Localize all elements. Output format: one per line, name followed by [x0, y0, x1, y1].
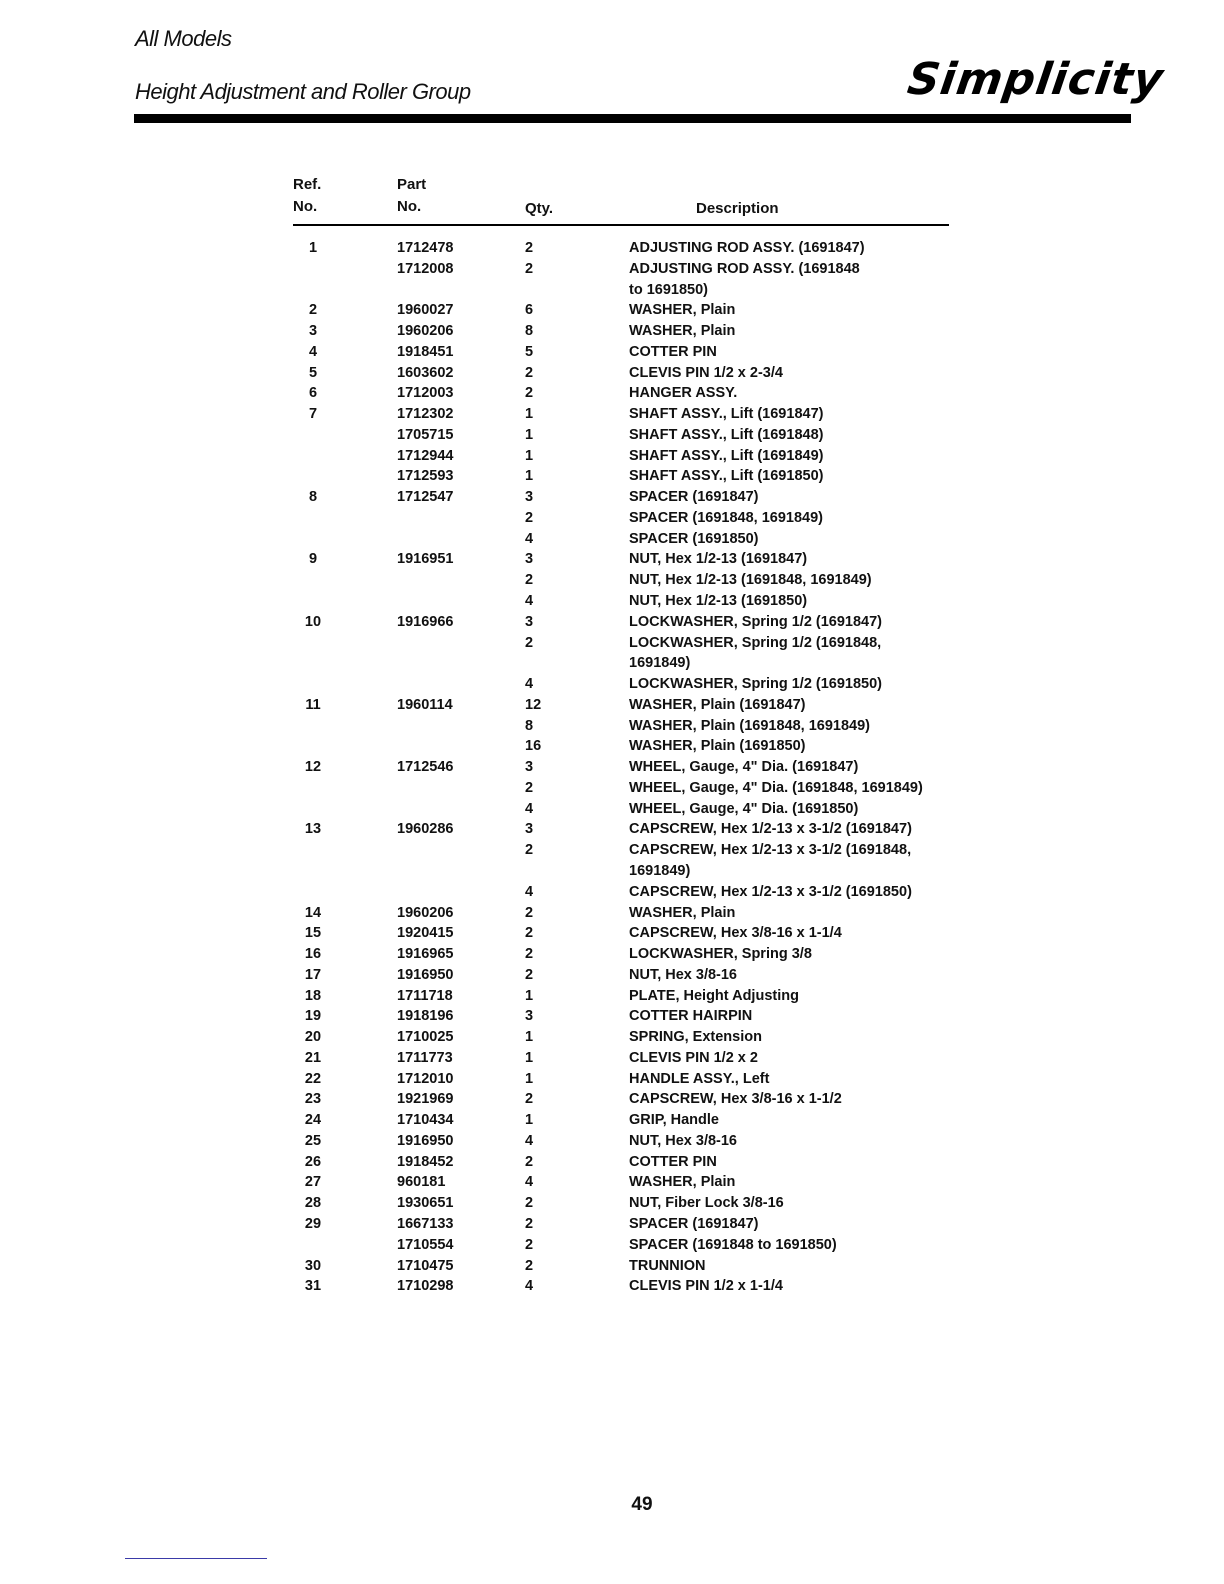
cell-description: NUT, Hex 1/2-13 (1691847)	[629, 551, 808, 568]
cell-description: WHEEL, Gauge, 4" Dia. (1691850)	[629, 800, 859, 817]
cell-ref-no: 11	[305, 696, 321, 713]
cell-part-no: 1921969	[397, 1091, 454, 1108]
cell-part-no: 1916965	[397, 946, 454, 963]
header-ref-line2: No.	[293, 198, 318, 215]
cell-part-no: 1710554	[397, 1236, 454, 1253]
cell-description: COTTER PIN	[629, 343, 717, 360]
table-row	[293, 1071, 993, 1092]
table-row	[293, 697, 993, 718]
table-row	[293, 905, 993, 926]
cell-ref-no: 25	[304, 1132, 322, 1149]
table-row	[293, 489, 993, 510]
table-row	[293, 1112, 993, 1133]
cell-qty: 1	[525, 468, 534, 485]
cell-ref-no: 29	[304, 1215, 322, 1232]
cell-description: 1691849)	[629, 655, 691, 672]
cell-description: COTTER PIN	[629, 1153, 717, 1170]
cell-description: WASHER, Plain (1691848, 1691849)	[629, 717, 870, 734]
cell-part-no: 1705715	[397, 426, 454, 443]
cell-description: GRIP, Handle	[629, 1112, 719, 1129]
cell-ref-no: 12	[304, 759, 322, 776]
table-row	[293, 282, 993, 303]
table-row	[293, 676, 993, 697]
cell-description: to 1691850)	[629, 281, 708, 298]
cell-part-no: 1667133	[397, 1215, 454, 1232]
cell-ref-no: 28	[304, 1195, 322, 1212]
cell-ref-no: 6	[308, 385, 318, 402]
cell-part-no: 1918451	[397, 343, 454, 360]
cell-part-no: 1710434	[397, 1112, 454, 1129]
cell-qty: 2	[525, 946, 534, 963]
cell-ref-no: 16	[304, 946, 322, 963]
cell-description: CLEVIS PIN 1/2 x 1-1/4	[629, 1278, 783, 1295]
section-title: Height Adjustment and Roller Group	[135, 79, 471, 104]
table-row	[293, 635, 993, 656]
cell-qty: 2	[525, 364, 534, 381]
table-row	[293, 842, 993, 863]
cell-qty: 2	[525, 385, 534, 402]
cell-ref-no: 3	[308, 323, 318, 340]
table-row	[293, 593, 993, 614]
cell-qty: 2	[525, 260, 534, 277]
cell-part-no: 1712003	[397, 385, 454, 402]
cell-description: SPACER (1691850)	[629, 530, 759, 547]
cell-ref-no: 30	[304, 1257, 322, 1274]
cell-ref-no: 2	[308, 302, 318, 319]
cell-description: LOCKWASHER, Spring 1/2 (1691850)	[629, 676, 883, 693]
cell-ref-no: 18	[304, 987, 322, 1004]
cell-qty: 4	[525, 800, 534, 817]
cell-part-no: 1712546	[397, 759, 454, 776]
cell-qty: 1	[525, 426, 534, 443]
cell-description: CLEVIS PIN 1/2 x 2	[629, 1049, 758, 1066]
cell-part-no: 1712593	[397, 468, 454, 485]
cell-ref-no: 9	[308, 551, 318, 568]
cell-part-no: 1712944	[397, 447, 454, 464]
cell-ref-no: 1	[308, 240, 318, 256]
cell-qty: 1	[525, 987, 534, 1004]
cell-qty: 3	[525, 821, 534, 838]
cell-qty: 2	[525, 779, 534, 796]
table-row	[293, 1278, 993, 1299]
cell-description: NUT, Hex 1/2-13 (1691850)	[629, 593, 808, 610]
cell-ref-no: 23	[304, 1091, 322, 1108]
cell-description: LOCKWASHER, Spring 3/8	[629, 946, 812, 963]
cell-description: 1691849)	[629, 862, 691, 879]
table-row	[293, 718, 993, 739]
table-row	[293, 1154, 993, 1175]
cell-qty: 2	[525, 572, 534, 589]
table-row	[293, 406, 993, 427]
cell-ref-no: 20	[304, 1029, 322, 1046]
cell-part-no: 1603602	[397, 364, 454, 381]
cell-qty: 1	[525, 1049, 534, 1066]
brand-logo: Simplicity	[904, 54, 1167, 105]
table-row	[293, 780, 993, 801]
cell-description: SHAFT ASSY., Lift (1691847)	[629, 406, 824, 423]
cell-part-no: 1712302	[397, 406, 454, 423]
cell-qty: 1	[525, 1029, 534, 1046]
header-part-line1: Part	[397, 176, 427, 193]
cell-part-no: 1930651	[397, 1195, 454, 1212]
cell-part-no: 1916950	[397, 1132, 454, 1149]
cell-qty: 2	[525, 1215, 534, 1232]
cell-qty: 16	[525, 738, 542, 755]
table-row	[293, 1174, 993, 1195]
cell-description: CAPSCREW, Hex 3/8-16 x 1-1/2	[629, 1091, 842, 1108]
cell-qty: 2	[525, 842, 534, 859]
cell-description: WASHER, Plain (1691850)	[629, 738, 806, 755]
cell-qty: 4	[525, 1278, 534, 1295]
table-row	[293, 261, 993, 282]
cell-description: PLATE, Height Adjusting	[629, 987, 799, 1004]
cell-qty: 8	[525, 323, 534, 340]
cell-qty: 2	[525, 1091, 534, 1108]
cell-part-no: 1918196	[397, 1008, 454, 1025]
table-row	[293, 988, 993, 1009]
cell-ref-no: 14	[304, 904, 322, 921]
cell-qty: 4	[525, 883, 534, 900]
table-row	[293, 510, 993, 531]
cell-part-no: 1916966	[397, 613, 454, 630]
cell-qty: 4	[525, 530, 534, 547]
cell-qty: 3	[525, 1008, 534, 1025]
table-row	[293, 240, 993, 261]
cell-qty: 2	[525, 966, 534, 983]
table-row	[293, 1258, 993, 1279]
cell-qty: 8	[525, 717, 534, 734]
cell-ref-no: 13	[304, 821, 322, 838]
cell-qty: 3	[525, 759, 534, 776]
cell-description: WHEEL, Gauge, 4" Dia. (1691847)	[629, 759, 859, 776]
cell-description: SHAFT ASSY., Lift (1691848)	[629, 426, 824, 443]
cell-description: SHAFT ASSY., Lift (1691850)	[629, 468, 824, 485]
table-row	[293, 385, 993, 406]
page-number: 49	[631, 1494, 653, 1515]
cell-ref-no: 8	[308, 489, 318, 506]
cell-description: WASHER, Plain	[629, 1174, 736, 1191]
table-row	[293, 925, 993, 946]
table-row	[293, 448, 993, 469]
cell-description: SPACER (1691847)	[629, 1215, 759, 1232]
cell-description: WASHER, Plain	[629, 904, 736, 921]
cell-description: CAPSCREW, Hex 1/2-13 x 3-1/2 (1691847)	[629, 821, 912, 838]
table-header	[293, 176, 949, 226]
cell-ref-no: 4	[308, 343, 318, 360]
cell-description: WHEEL, Gauge, 4" Dia. (1691848, 1691849)	[629, 779, 923, 796]
cell-qty: 4	[525, 676, 534, 693]
table-row	[293, 344, 993, 365]
table-row	[293, 738, 993, 759]
cell-qty: 1	[525, 406, 534, 423]
cell-description: NUT, Fiber Lock 3/8-16	[629, 1195, 784, 1212]
cell-qty: 3	[525, 551, 534, 568]
cell-qty: 2	[525, 1153, 534, 1170]
cell-description: CLEVIS PIN 1/2 x 2-3/4	[629, 364, 783, 381]
table-row	[293, 1091, 993, 1112]
cell-description: SPACER (1691848 to 1691850)	[629, 1236, 837, 1253]
cell-part-no: 1916951	[397, 551, 454, 568]
models-label: All Models	[135, 26, 232, 51]
cell-part-no: 1710298	[397, 1278, 454, 1295]
cell-description: NUT, Hex 1/2-13 (1691848, 1691849)	[629, 572, 872, 589]
cell-ref-no: 15	[304, 925, 322, 942]
cell-part-no: 1710025	[397, 1029, 454, 1046]
cell-ref-no: 5	[308, 364, 318, 381]
cell-qty: 2	[525, 509, 534, 526]
cell-description: LOCKWASHER, Spring 1/2 (1691848,	[629, 634, 882, 651]
parts-list	[293, 240, 993, 1299]
cell-ref-no: 22	[304, 1070, 322, 1087]
table-row	[293, 551, 993, 572]
table-row	[293, 801, 993, 822]
cell-part-no: 1960206	[397, 904, 454, 921]
header-rule	[134, 114, 1131, 123]
cell-part-no: 1916950	[397, 966, 454, 983]
cell-qty: 2	[525, 904, 534, 921]
cell-qty: 3	[525, 489, 534, 506]
header-qty: Qty.	[525, 200, 554, 217]
cell-description: LOCKWASHER, Spring 1/2 (1691847)	[629, 613, 883, 630]
cell-description: SPACER (1691847)	[629, 489, 759, 506]
table-row	[293, 1133, 993, 1154]
table-row	[293, 302, 993, 323]
cell-part-no: 1712478	[397, 240, 454, 256]
cell-qty: 2	[525, 634, 534, 651]
table-row	[293, 1195, 993, 1216]
cell-description: HANGER ASSY.	[629, 385, 738, 402]
cell-part-no: 1712008	[397, 260, 454, 277]
cell-description: CAPSCREW, Hex 3/8-16 x 1-1/4	[629, 925, 842, 942]
cell-qty: 6	[525, 302, 534, 319]
footer-link-line	[125, 1558, 267, 1559]
cell-qty: 2	[525, 1195, 534, 1212]
cell-description: COTTER HAIRPIN	[629, 1008, 753, 1025]
cell-ref-no: 31	[304, 1278, 322, 1295]
cell-description: NUT, Hex 3/8-16	[629, 1132, 737, 1149]
cell-description: ADJUSTING ROD ASSY. (1691847)	[629, 240, 865, 256]
cell-part-no: 1918452	[397, 1153, 454, 1170]
cell-qty: 4	[525, 1174, 534, 1191]
table-row	[293, 946, 993, 967]
cell-part-no: 1960206	[397, 323, 454, 340]
cell-part-no: 1960114	[397, 696, 453, 713]
cell-ref-no: 10	[304, 613, 322, 630]
table-row	[293, 1008, 993, 1029]
cell-part-no: 1712010	[397, 1070, 454, 1087]
table-row	[293, 365, 993, 386]
cell-part-no: 960181	[397, 1174, 446, 1191]
cell-ref-no: 24	[304, 1112, 322, 1129]
cell-part-no: 1960027	[397, 302, 454, 319]
cell-part-no: 1920415	[397, 925, 454, 942]
cell-ref-no: 27	[304, 1174, 322, 1191]
cell-description: WASHER, Plain	[629, 323, 736, 340]
table-row	[293, 821, 993, 842]
cell-description: SHAFT ASSY., Lift (1691849)	[629, 447, 824, 464]
cell-ref-no: 17	[304, 966, 322, 983]
cell-qty: 4	[525, 1132, 534, 1149]
cell-ref-no: 26	[304, 1153, 322, 1170]
table-row	[293, 884, 993, 905]
table-row	[293, 323, 993, 344]
cell-ref-no: 7	[308, 406, 318, 423]
table-row	[293, 468, 993, 489]
table-row	[293, 427, 993, 448]
cell-qty: 12	[525, 696, 542, 713]
table-row	[293, 572, 993, 593]
cell-description: SPACER (1691848, 1691849)	[629, 509, 823, 526]
header-description: Description	[696, 200, 779, 217]
cell-part-no: 1712547	[397, 489, 454, 506]
table-row	[293, 614, 993, 635]
cell-description: CAPSCREW, Hex 1/2-13 x 3-1/2 (1691850)	[629, 883, 912, 900]
cell-description: WASHER, Plain (1691847)	[629, 696, 806, 713]
cell-qty: 2	[525, 925, 534, 942]
cell-part-no: 1710475	[397, 1257, 454, 1274]
header-ref-line1: Ref.	[293, 176, 322, 193]
cell-qty: 2	[525, 240, 534, 256]
table-row	[293, 759, 993, 780]
table-row	[293, 1216, 993, 1237]
cell-qty: 5	[525, 343, 534, 360]
table-row	[293, 1029, 993, 1050]
cell-qty: 1	[525, 447, 534, 464]
cell-description: ADJUSTING ROD ASSY. (1691848	[629, 260, 860, 277]
cell-description: TRUNNION	[629, 1257, 706, 1274]
cell-qty: 1	[525, 1112, 534, 1129]
cell-description: WASHER, Plain	[629, 302, 736, 319]
cell-qty: 1	[525, 1070, 534, 1087]
table-row	[293, 1050, 993, 1071]
table-row	[293, 655, 993, 676]
cell-ref-no: 21	[304, 1049, 322, 1066]
cell-part-no: 1711773	[397, 1049, 453, 1066]
table-row	[293, 1237, 993, 1258]
table-row	[293, 967, 993, 988]
cell-qty: 2	[525, 1257, 534, 1274]
cell-ref-no: 19	[304, 1008, 322, 1025]
cell-qty: 3	[525, 613, 534, 630]
cell-description: CAPSCREW, Hex 1/2-13 x 3-1/2 (1691848,	[629, 842, 912, 859]
cell-description: NUT, Hex 3/8-16	[629, 966, 737, 983]
cell-part-no: 1711718	[397, 987, 453, 1004]
cell-qty: 4	[525, 593, 534, 610]
table-row	[293, 531, 993, 552]
table-row	[293, 863, 993, 884]
cell-part-no: 1960286	[397, 821, 454, 838]
cell-description: HANDLE ASSY., Left	[629, 1070, 770, 1087]
cell-description: SPRING, Extension	[629, 1029, 762, 1046]
header-part-line2: No.	[397, 198, 422, 215]
cell-qty: 2	[525, 1236, 534, 1253]
